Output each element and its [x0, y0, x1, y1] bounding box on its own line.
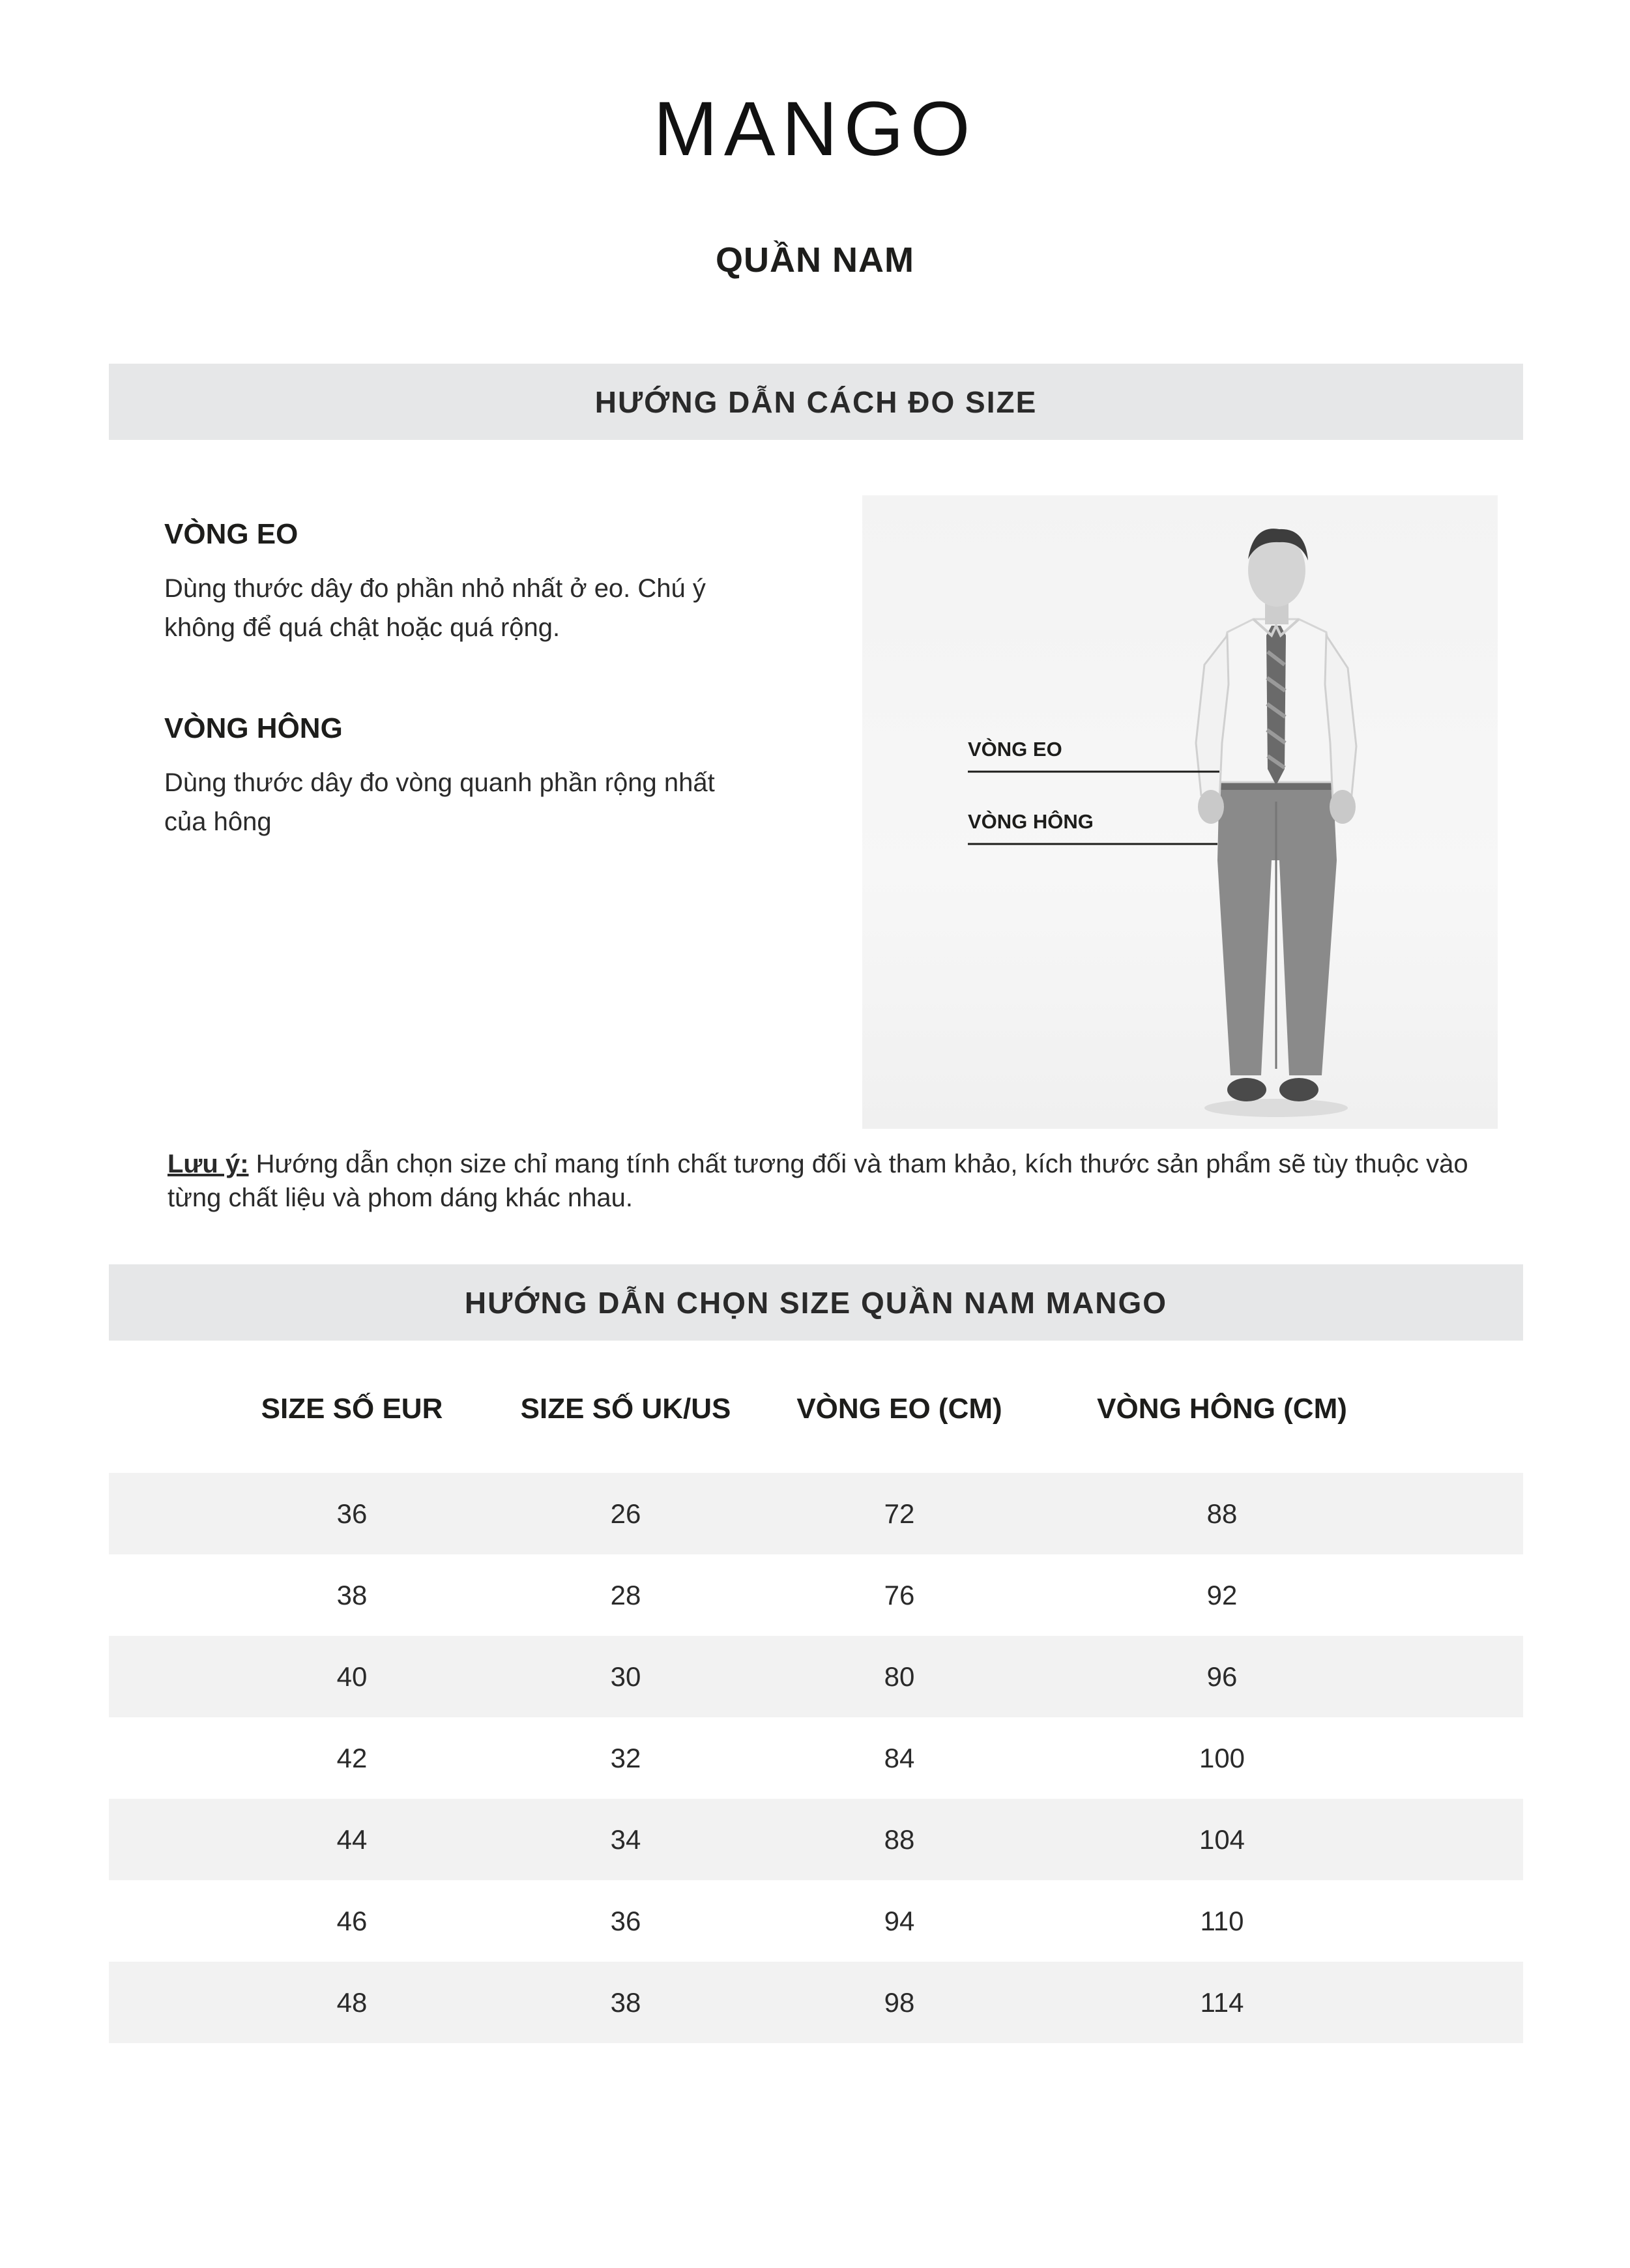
size-table [109, 1346, 1523, 2043]
cell-uk-us: 28 [610, 1580, 641, 1610]
table-row [109, 1717, 1523, 1799]
waist-heading: VÒNG EO [164, 518, 298, 550]
cell-waist: 76 [884, 1580, 915, 1610]
table-row [109, 1962, 1523, 2043]
hip-description: Dùng thước dây đo vòng quanh phần rộng nhất của hông [164, 768, 715, 836]
cell-uk-us: 36 [610, 1906, 641, 1936]
cell-uk-us: 38 [610, 1987, 641, 2018]
hip-heading: VÒNG HÔNG [164, 712, 343, 744]
page-title: QUẦN NAM [716, 240, 914, 280]
cell-hip: 92 [1206, 1580, 1238, 1610]
cell-waist: 88 [884, 1824, 915, 1855]
note-label: Lưu ý: [167, 1150, 249, 1178]
cell-hip: 88 [1206, 1498, 1238, 1529]
cell-uk-us: 32 [610, 1743, 641, 1773]
cell-waist: 80 [884, 1661, 915, 1692]
cell-waist: 72 [884, 1498, 915, 1529]
cell-waist: 94 [884, 1906, 915, 1936]
table-row [109, 1880, 1523, 1962]
cell-eur: 48 [336, 1987, 368, 2018]
model-photo [862, 495, 1498, 1129]
cell-waist: 84 [884, 1743, 915, 1773]
cell-eur: 38 [336, 1580, 368, 1610]
cell-waist: 98 [884, 1987, 915, 2018]
size-guide-heading: HƯỚNG DẪN CHỌN SIZE QUẦN NAM MANGO [109, 1264, 1523, 1341]
figure-waist-label: VÒNG EO [968, 738, 1062, 761]
table-row [109, 1473, 1523, 1554]
measure-guide-heading: HƯỚNG DẪN CÁCH ĐO SIZE [109, 364, 1523, 440]
table-row [109, 1636, 1523, 1717]
disclaimer-note [167, 1147, 1510, 1215]
table-body [109, 1473, 1523, 2043]
cell-eur: 44 [336, 1824, 368, 1855]
cell-eur: 46 [336, 1906, 368, 1936]
cell-eur: 36 [336, 1498, 368, 1529]
cell-hip: 114 [1200, 1987, 1244, 2018]
model-figure [862, 495, 1498, 1129]
waist-description: Dùng thước dây đo phần nhỏ nhất ở eo. Chú ý không để quá chật hoặc quá rộng. [164, 574, 706, 642]
table-row [109, 1799, 1523, 1880]
table-row [109, 1554, 1523, 1636]
cell-uk-us: 30 [610, 1661, 641, 1692]
col-header-uk-us: SIZE SỐ UK/US [520, 1393, 731, 1425]
brand-logo: MANGO [653, 86, 977, 172]
col-header-waist: VÒNG EO (CM) [796, 1393, 1002, 1425]
cell-eur: 40 [336, 1661, 368, 1692]
cell-uk-us: 26 [610, 1498, 641, 1529]
cell-hip: 110 [1200, 1906, 1244, 1936]
col-header-hip: VÒNG HÔNG (CM) [1097, 1393, 1347, 1425]
cell-uk-us: 34 [610, 1824, 641, 1855]
cell-hip: 96 [1206, 1661, 1238, 1692]
table-header [109, 1346, 1523, 1473]
col-header-eur: SIZE SỐ EUR [261, 1393, 443, 1425]
note-text: Hướng dẫn chọn size chỉ mang tính chất tương đối và tham khảo, kích thước sản phẩm sẽ tùy thuộc vào từng chất liệu và phom dáng khác nhau. [167, 1150, 1468, 1212]
cell-hip: 100 [1199, 1743, 1245, 1773]
cell-eur: 42 [336, 1743, 368, 1773]
cell-hip: 104 [1199, 1824, 1245, 1855]
figure-hip-label: VÒNG HÔNG [968, 810, 1094, 833]
